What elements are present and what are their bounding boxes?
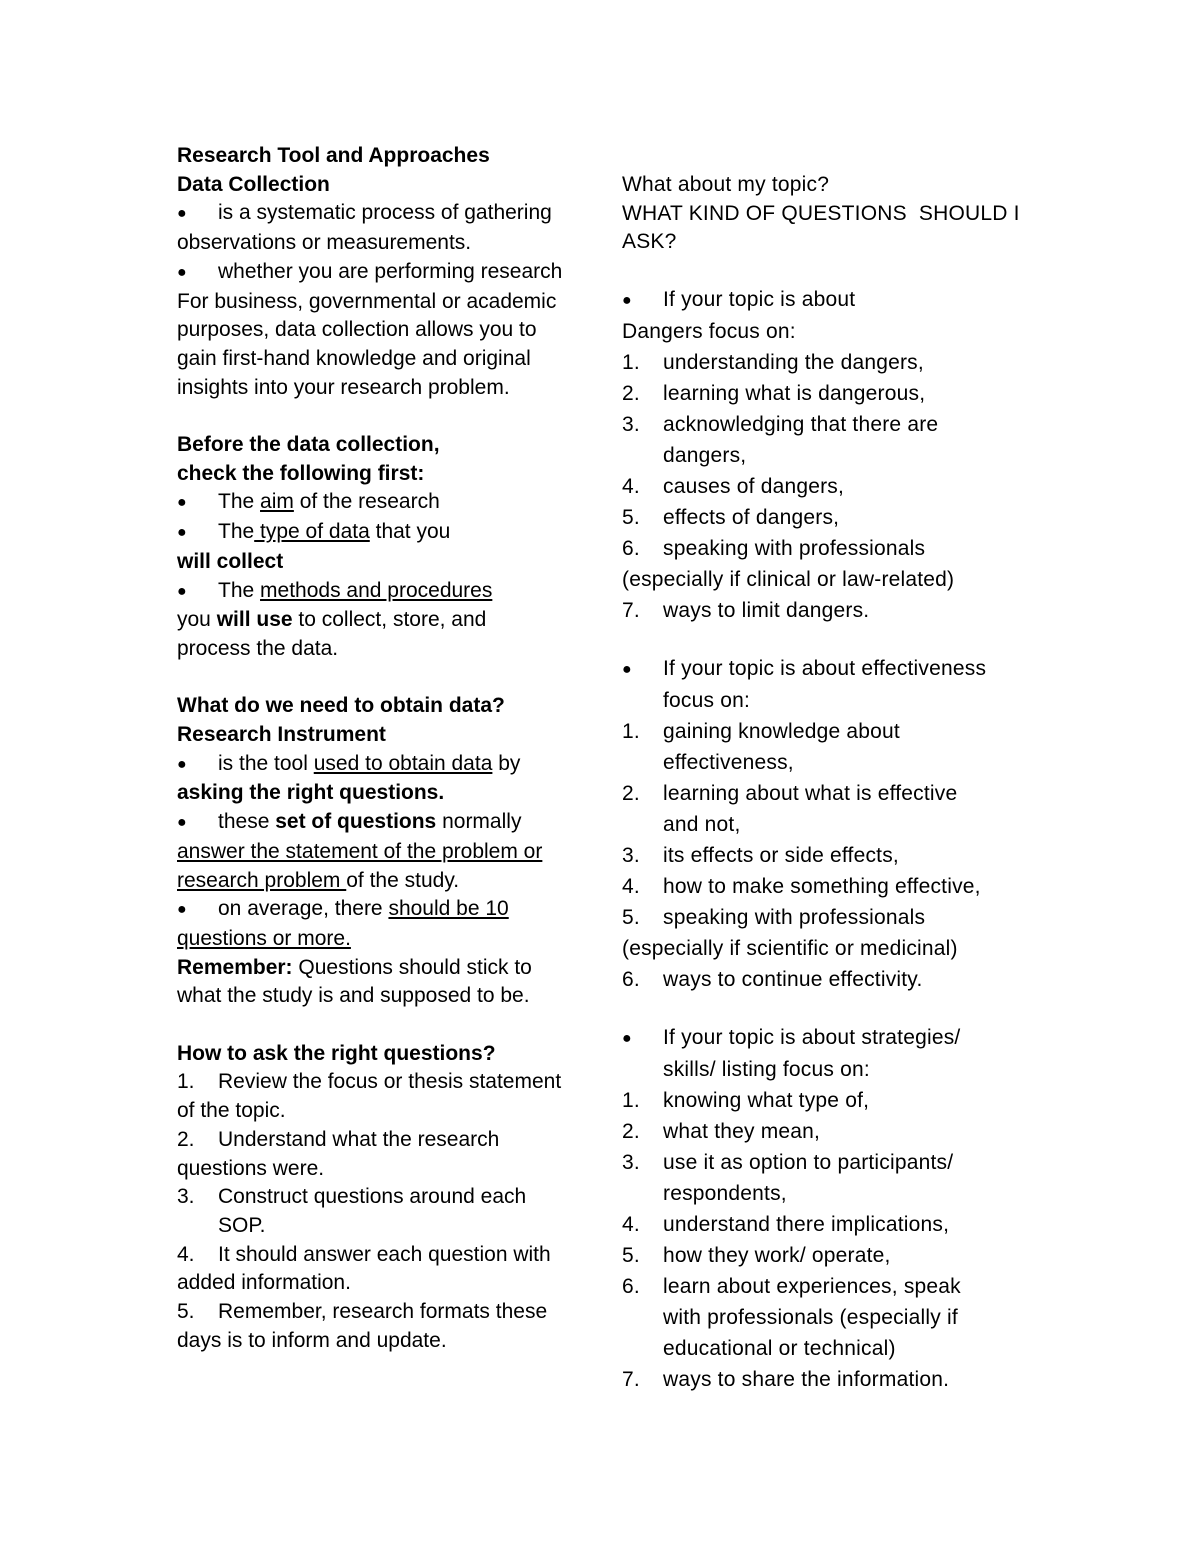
text-line: Dangers focus on:: [622, 320, 796, 344]
spacer: [622, 626, 1042, 653]
list-item: educational or technical): [663, 1337, 896, 1361]
bullet-icon: ●: [177, 755, 187, 773]
section-heading-instrument: Research Instrument: [177, 723, 386, 747]
text-line: Remember: Questions should stick to: [177, 955, 532, 979]
text-line: (especially if scientific or medicinal): [622, 937, 958, 961]
text-line: skills/ listing focus on:: [663, 1058, 870, 1082]
list-item: and not,: [663, 813, 741, 837]
bullet-icon: ●: [177, 901, 187, 919]
list-item: effectiveness,: [663, 751, 794, 775]
bullet-icon: ●: [177, 205, 187, 223]
text-line: observations or measurements.: [177, 231, 472, 255]
text-line: what the study is and supposed to be.: [177, 984, 530, 1008]
section-heading-how: How to ask the right questions?: [177, 1041, 496, 1065]
list-item: 2. learning about what is effective: [622, 782, 958, 806]
list-item: ● these set of questions normally: [177, 808, 587, 838]
right-column: [622, 171, 1042, 1395]
text-line: added information.: [177, 1271, 351, 1295]
section-heading-obtain: What do we need to obtain data?: [177, 694, 505, 718]
list-item: ● If your topic is about: [622, 284, 1042, 316]
text-line: process the data.: [177, 636, 339, 660]
list-item: 3. its effects or side effects,: [622, 844, 899, 868]
spacer: [177, 1011, 587, 1040]
bullet-icon: ●: [177, 263, 187, 281]
list-item: 1. Review the focus or thesis statement: [177, 1070, 562, 1094]
section-heading-before-2: check the following first:: [177, 461, 425, 485]
list-item: dangers,: [663, 444, 747, 468]
text-line: gain first-hand knowledge and original: [177, 346, 531, 370]
list-item: 5. how they work/ operate,: [622, 1244, 891, 1268]
bullet-icon: ●: [177, 582, 187, 600]
list-item: 7. ways to share the information.: [622, 1368, 950, 1392]
list-item: 2. what they mean,: [622, 1120, 821, 1144]
text-line: questions were.: [177, 1156, 325, 1180]
bullet-icon: ●: [622, 1030, 632, 1048]
list-item: ● The type of data that you: [177, 518, 587, 548]
text-line: days is to inform and update.: [177, 1328, 447, 1352]
list-item: 2. Understand what the research: [177, 1127, 500, 1151]
text-line: will collect: [177, 549, 284, 573]
list-item: 2. learning what is dangerous,: [622, 382, 926, 406]
list-item: 4. It should answer each question with: [177, 1242, 551, 1266]
list-item: ● is a systematic process of gathering: [177, 199, 587, 229]
list-item: respondents,: [663, 1182, 787, 1206]
text-line: of the topic.: [177, 1099, 286, 1123]
text-line: insights into your research problem.: [177, 375, 510, 399]
text-line: (especially if clinical or law-related): [622, 568, 955, 592]
text-line: you will use to collect, store, and: [177, 608, 487, 632]
list-item: 6. speaking with professionals: [622, 537, 926, 561]
list-item: ● The methods and procedures: [177, 577, 587, 607]
list-item: ● on average, there should be 10: [177, 895, 587, 925]
text-line: ASK?: [622, 230, 677, 254]
list-item: 5. Remember, research formats these: [177, 1300, 548, 1324]
list-item: 5. speaking with professionals: [622, 906, 926, 930]
spacer: [622, 995, 1042, 1022]
list-item: ● If your topic is about effectiveness: [622, 653, 1042, 685]
list-item: 3. use it as option to participants/: [622, 1151, 954, 1175]
list-item: ● If your topic is about strategies/: [622, 1022, 1042, 1054]
section-heading-data-collection: Data Collection: [177, 172, 330, 196]
text-line: WHAT KIND OF QUESTIONS SHOULD I: [622, 201, 1020, 225]
list-item: 1. understanding the dangers,: [622, 351, 924, 375]
spacer: [177, 664, 587, 693]
text-line: SOP.: [218, 1213, 266, 1237]
list-item: 4. causes of dangers,: [622, 475, 845, 499]
list-item: with professionals (especially if: [663, 1306, 958, 1330]
list-item: 4. understand there implications,: [622, 1213, 950, 1237]
list-item: 7. ways to limit dangers.: [622, 599, 870, 623]
list-item: 3. Construct questions around each: [177, 1185, 527, 1209]
text-line: For business, governmental or academic: [177, 289, 557, 313]
text-line: What about my topic?: [622, 173, 830, 196]
list-item: 4. how to make something effective,: [622, 875, 981, 899]
list-item: 1. gaining knowledge about: [622, 720, 900, 744]
spacer: [622, 257, 1042, 284]
bullet-icon: ●: [177, 524, 187, 542]
bullet-icon: ●: [177, 814, 187, 832]
bullet-icon: ●: [622, 292, 632, 310]
section-heading-before: Before the data collection,: [177, 433, 440, 457]
text-line: research problem of the study.: [177, 868, 460, 892]
text-line: asking the right questions.: [177, 781, 445, 805]
list-item: ● The aim of the research: [177, 488, 587, 518]
list-item: 6. ways to continue effectivity.: [622, 968, 923, 992]
list-item: 1. knowing what type of,: [622, 1089, 870, 1113]
text-line: answer the statement of the problem or: [177, 839, 543, 863]
page-title: Research Tool and Approaches: [177, 144, 490, 167]
list-item: ● is the tool used to obtain data by: [177, 750, 587, 780]
left-column: [177, 142, 587, 1355]
list-item: ● whether you are performing research: [177, 258, 587, 288]
list-item: 3. acknowledging that there are: [622, 413, 939, 437]
bullet-icon: ●: [622, 661, 632, 679]
text-line: focus on:: [663, 689, 751, 713]
list-item: 6. learn about experiences, speak: [622, 1275, 961, 1299]
spacer: [177, 402, 587, 431]
text-line: questions or more.: [177, 926, 351, 950]
bullet-icon: ●: [177, 494, 187, 512]
list-item: 5. effects of dangers,: [622, 506, 840, 530]
text-line: purposes, data collection allows you to: [177, 318, 537, 342]
